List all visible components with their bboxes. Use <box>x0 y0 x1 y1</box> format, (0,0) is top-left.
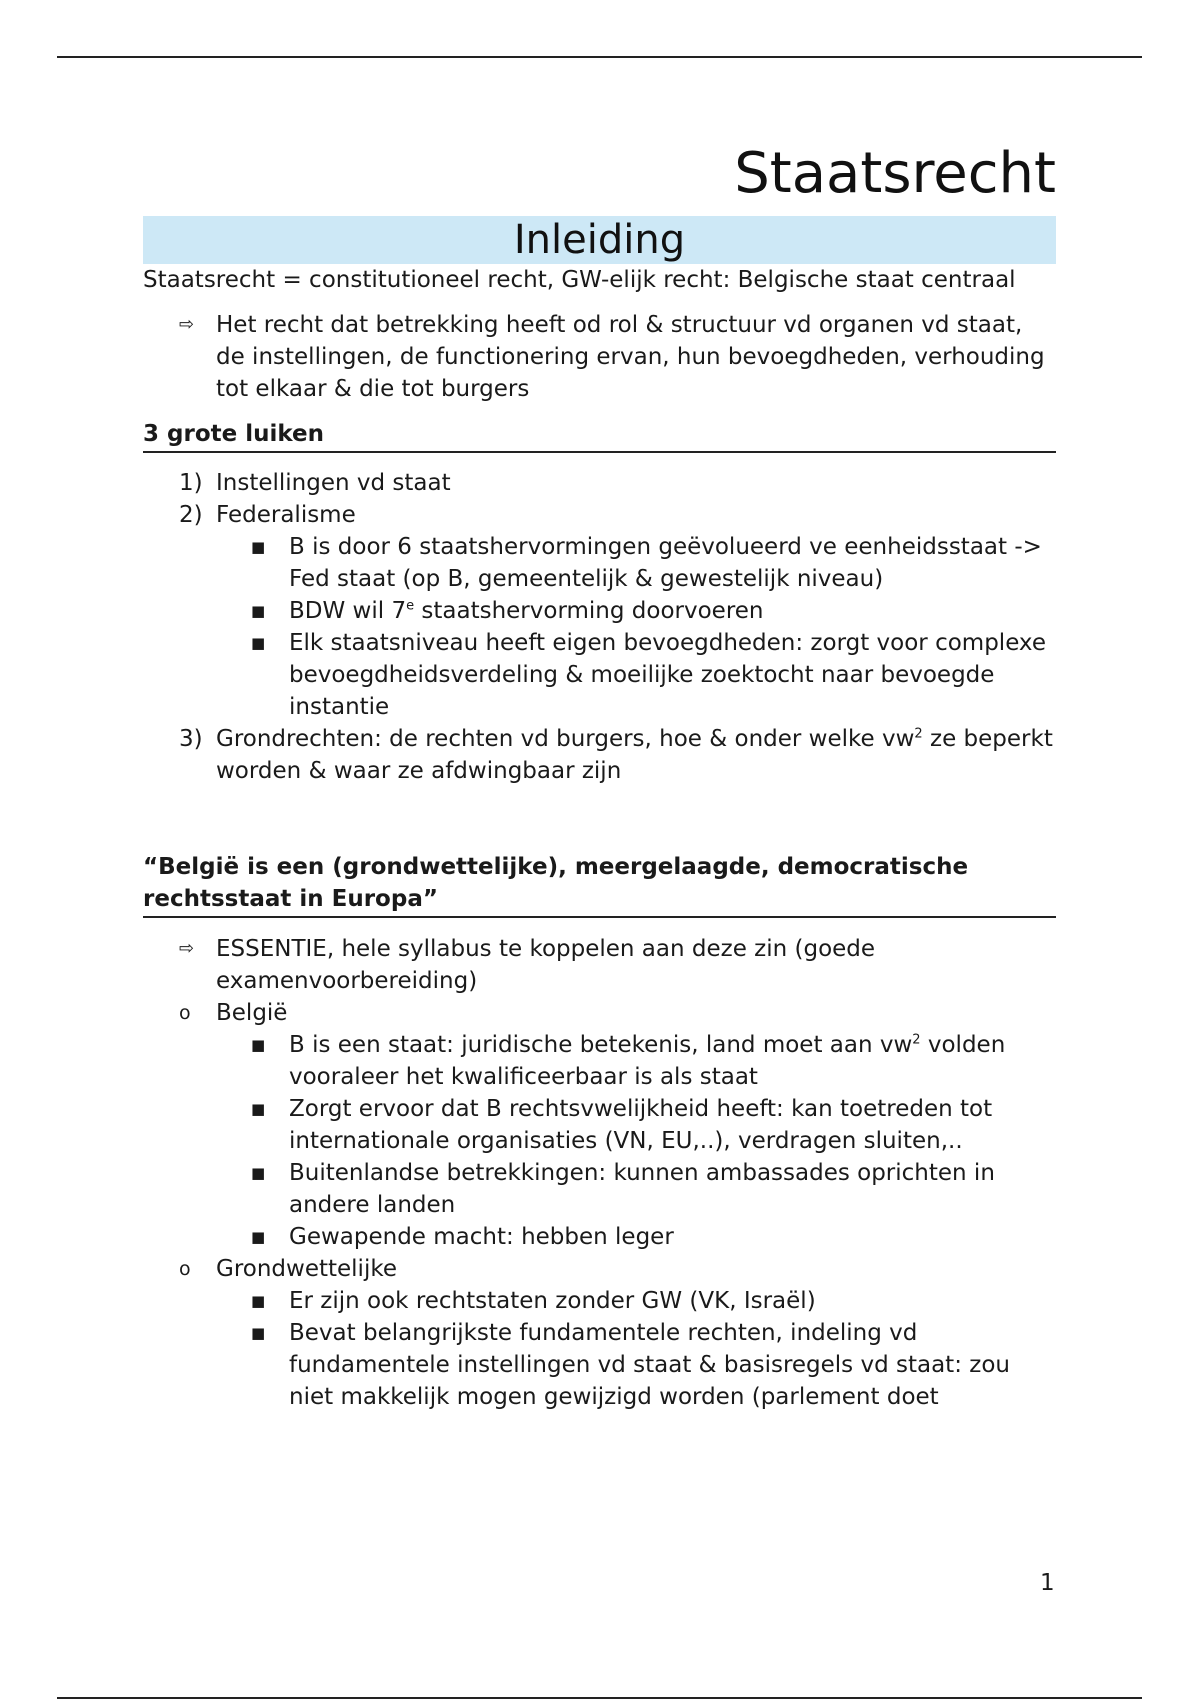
list-item <box>143 1157 1056 1221</box>
quote-list <box>143 933 1056 1413</box>
list-item <box>143 1253 1056 1285</box>
square-bullet-icon: ■ <box>251 602 266 620</box>
footer-rule <box>57 1697 1142 1699</box>
square-bullet-icon: ■ <box>251 1324 266 1342</box>
list-item-text: B is een staat: juridische betekenis, land moet aan vw <box>289 1032 913 1058</box>
superscript: 2 <box>912 1032 921 1048</box>
list-item-text: Elk staatsniveau heeft eigen bevoegdheden: zorgt voor complexe bevoegdheidsverdeling & moeilijke zoektocht naar bevoegde instantie <box>289 630 1046 720</box>
list-item-text: BDW wil 7 <box>289 598 407 624</box>
list-item-text: B is door 6 staatshervormingen geëvolueerd ve eenheidsstaat -> Fed staat (op B, gemeentelijk & gewestelijk niveau) <box>289 534 1042 592</box>
list-item-text: Gewapende macht: hebben leger <box>289 1224 674 1250</box>
list-item-text: Er zijn ook rechtstaten zonder GW (VK, Israël) <box>289 1288 816 1314</box>
quote-heading: “België is een (grondwettelijke), meergelaagde, democratische rechtsstaat in Europa” <box>143 851 1056 918</box>
list-item <box>143 1029 1056 1093</box>
document-title: Staatsrecht <box>734 141 1056 206</box>
intro-list <box>143 309 1056 405</box>
luiken-list <box>143 467 1056 787</box>
list-item <box>143 723 1056 787</box>
section-heading: Inleiding <box>143 216 1056 264</box>
list-item <box>143 595 1056 627</box>
square-bullet-icon: ■ <box>251 1100 266 1118</box>
arrow-bullet-icon: ⇨ <box>179 938 195 959</box>
square-bullet-icon: ■ <box>251 1292 266 1310</box>
list-item <box>143 467 1056 499</box>
list-item <box>143 309 1056 405</box>
page-number: 1 <box>1040 1570 1055 1596</box>
circle-bullet-icon: o <box>179 1258 191 1280</box>
list-item-text: Federalisme <box>216 502 356 528</box>
luiken-heading: 3 grote luiken <box>143 418 1056 453</box>
list-item <box>143 627 1056 723</box>
list-item <box>143 531 1056 595</box>
square-bullet-icon: ■ <box>251 1036 266 1054</box>
list-item <box>143 499 1056 531</box>
list-item-text: ESSENTIE, hele syllabus te koppelen aan deze zin (goede examenvoorbereiding) <box>216 936 876 994</box>
square-bullet-icon: ■ <box>251 634 266 652</box>
list-item <box>143 997 1056 1029</box>
page-content <box>143 138 1056 1413</box>
list-item <box>143 1285 1056 1317</box>
list-item-text: Instellingen vd staat <box>216 470 451 496</box>
list-item-text: ze beperkt worden & waar ze afdwingbaar zijn <box>216 726 1053 784</box>
intro-paragraph: Staatsrecht = constitutioneel recht, GW-elijk recht: Belgische staat centraal <box>143 267 1016 293</box>
list-item-text: Het recht dat betrekking heeft od rol & structuur vd organen vd staat, de instellingen, de functionering ervan, hun bevoegdheden, verhouding tot elkaar & die tot burgers <box>216 312 1045 402</box>
list-item-text: Bevat belangrijkste fundamentele rechten, indeling vd fundamentele instellingen vd staat & basisregels vd staat: zou niet makkelijk mogen gewijzigd worden (parlement doet <box>289 1320 1010 1410</box>
square-bullet-icon: ■ <box>251 1164 266 1182</box>
list-item <box>143 1221 1056 1253</box>
list-item-text: Zorgt ervoor dat B rechtsvwelijkheid heeft: kan toetreden tot internationale organisaties (VN, EU,..), verdragen sluiten,.. <box>289 1096 993 1154</box>
list-item-text: België <box>216 1000 288 1026</box>
arrow-bullet-icon: ⇨ <box>179 314 195 335</box>
list-item <box>143 1093 1056 1157</box>
superscript: 2 <box>914 726 923 742</box>
list-item-text: Buitenlandse betrekkingen: kunnen ambassades oprichten in andere landen <box>289 1160 995 1218</box>
list-number: 1) <box>179 470 203 496</box>
circle-bullet-icon: o <box>179 1002 191 1024</box>
list-item-text: Grondwettelijke <box>216 1256 397 1282</box>
list-item <box>143 933 1056 997</box>
list-item-text: Grondrechten: de rechten vd burgers, hoe & onder welke vw <box>216 726 915 752</box>
list-item-text: volden vooraleer het kwalificeerbaar is als staat <box>289 1032 1006 1090</box>
list-item-text: staatshervorming doorvoeren <box>414 598 764 624</box>
list-item <box>143 1317 1056 1413</box>
square-bullet-icon: ■ <box>251 1228 266 1246</box>
square-bullet-icon: ■ <box>251 538 266 556</box>
header-rule <box>57 56 1142 58</box>
list-number: 3) <box>179 726 203 752</box>
superscript: e <box>406 598 415 614</box>
list-number: 2) <box>179 502 203 528</box>
